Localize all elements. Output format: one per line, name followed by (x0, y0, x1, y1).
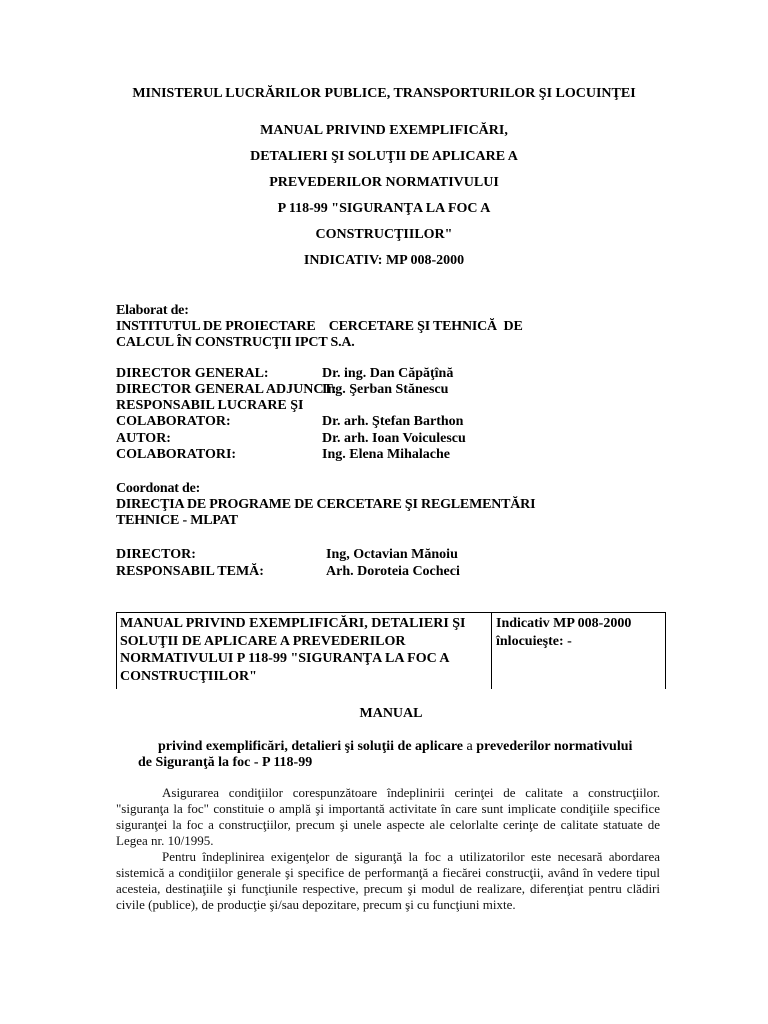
staff-role: DIRECTOR GENERAL: (116, 366, 269, 381)
elaborat-label: Elaborat de: (116, 303, 189, 318)
staff-role: AUTOR: (116, 431, 171, 446)
staff-name: Dr. ing. Dan Căpăţînă (322, 366, 454, 381)
dept-line-2: TEHNICE - MLPAT (116, 513, 238, 528)
doc-title-line-2: DETALIERI ŞI SOLUŢII DE APLICARE A (250, 149, 518, 164)
institute-line-2: CALCUL ÎN CONSTRUCŢII IPCT S.A. (116, 335, 355, 350)
doc-title-line-3: PREVEDERILOR NORMATIVULUI (269, 175, 499, 190)
body-paragraph (116, 785, 660, 849)
manual-subtitle-line-2: de Siguranţă la foc - P 118-99 (138, 755, 313, 770)
manual-heading: MANUAL (359, 706, 423, 721)
doc-indicativ: INDICATIV: MP 008-2000 (303, 253, 465, 268)
institute-line-1: INSTITUTUL DE PROIECTARE CERCETARE ŞI TEHNICĂ DE (116, 319, 523, 334)
staff-role: COLABORATOR: (116, 414, 231, 429)
manual-subtitle (158, 739, 632, 755)
staff-role: RESPONSABIL LUCRARE ŞI (116, 398, 304, 413)
staff-role: COLABORATORI: (116, 447, 237, 462)
table-replaces: înlocuieşte: - (496, 633, 572, 649)
paragraph-text: Asigurarea condiţiilor corespunzătoare îndeplinirii cerinţei de calitate a construcţiilor. "siguranţa la foc" constituie o amplă şi importantă activitate în care sunt implicate condiţiile specifice siguranţei la foc a construcţiilor, precum şi unele aspecte ale celorlalte cerinţe de calitate statuate de Legea nr. 10/1995. (116, 785, 660, 848)
doc-title-line-5: CONSTRUCŢIILOR" (315, 227, 453, 242)
coord-role: DIRECTOR: (116, 547, 196, 562)
staff-name: Ing. Elena Mihalache (322, 447, 450, 462)
doc-id-table (116, 612, 666, 689)
table-indicativ-cell (496, 615, 661, 650)
table-indicativ: Indicativ MP 008-2000 (496, 616, 632, 631)
staff-role: DIRECTOR GENERAL ADJUNCT: (116, 382, 337, 397)
subtitle-part-b: a (463, 739, 477, 754)
coord-name: Arh. Doroteia Cocheci (326, 564, 460, 579)
coord-role: RESPONSABIL TEMĂ: (116, 564, 264, 579)
coordonat-label: Coordonat de: (116, 481, 201, 496)
body-paragraph (116, 849, 660, 913)
table-title-cell: MANUAL PRIVIND EXEMPLIFICĂRI, DETALIERI ŞI SOLUŢII DE APLICARE A PREVEDERILOR NORMATIVULUI P 118-99 "SIGURANŢA LA FOC A CONSTRUCŢIILOR" (120, 616, 466, 684)
staff-name: Dr. arh. Ioan Voiculescu (322, 431, 466, 446)
staff-name: Dr. arh. Ştefan Barthon (322, 414, 464, 429)
dept-line-1: DIRECŢIA DE PROGRAME DE CERCETARE ŞI REGLEMENTĂRI (116, 497, 536, 512)
subtitle-part-c: prevederilor normativului (476, 739, 633, 754)
staff-name: Ing. Şerban Stănescu (322, 382, 449, 397)
subtitle-part-a: privind exemplificări, detalieri şi soluţii de aplicare (158, 739, 463, 754)
paragraph-text: Pentru îndeplinirea exigenţelor de siguranţă la foc a utilizatorilor este necesară abordarea sistemică a condiţiilor generale şi specifice de performanţă a fiecărei construcţii, având în vedere tipul acesteia, destinaţiile şi funcţiunile respective, precum şi modul de realizare, diferenţiat pentru clădiri civile (publice), de producţie şi/sau depozitare, precum şi cu funcţiuni mixte. (116, 849, 660, 912)
ministry-title: MINISTERUL LUCRĂRILOR PUBLICE, TRANSPORTURILOR ŞI LOCUINŢEI (132, 86, 636, 101)
doc-title-line-1: MANUAL PRIVIND EXEMPLIFICĂRI, (260, 123, 508, 138)
coord-name: Ing, Octavian Mănoiu (326, 547, 458, 562)
doc-title-line-4: P 118-99 "SIGURANŢA LA FOC A (277, 201, 491, 216)
table-divider (491, 613, 492, 689)
